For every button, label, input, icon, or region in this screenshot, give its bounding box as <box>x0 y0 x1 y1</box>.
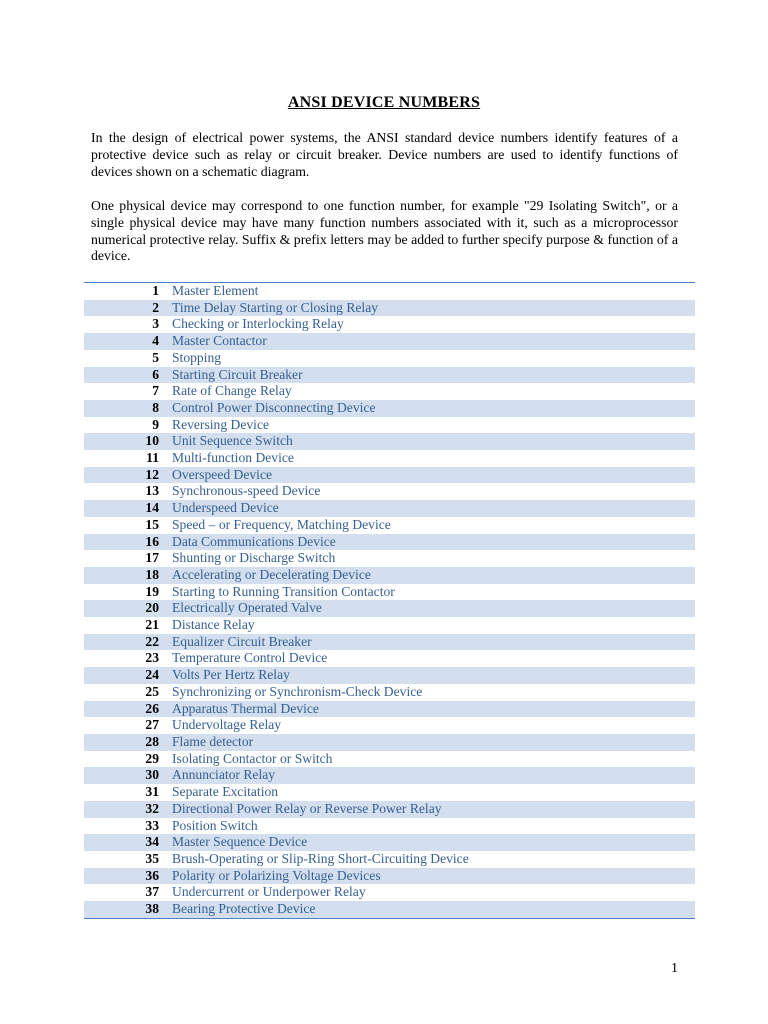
device-function: Bearing Protective Device <box>172 901 695 918</box>
table-row <box>84 350 695 367</box>
table-row <box>84 767 695 784</box>
table-row <box>84 433 695 450</box>
device-function: Apparatus Thermal Device <box>172 701 695 718</box>
device-number: 19 <box>145 583 159 599</box>
table-row <box>84 567 695 584</box>
table-row <box>84 684 695 701</box>
table-row <box>84 884 695 901</box>
table-row <box>84 500 695 517</box>
device-number: 4 <box>84 333 172 350</box>
device-function: Master Contactor <box>172 333 695 350</box>
device-function: Shunting or Discharge Switch <box>172 550 336 566</box>
table-row <box>84 316 695 333</box>
table-row <box>84 550 695 567</box>
device-number: 20 <box>84 600 172 617</box>
device-function: Directional Power Relay or Reverse Power Relay <box>172 801 695 818</box>
table-row <box>84 333 695 350</box>
device-function: Stopping <box>172 349 222 365</box>
device-number: 31 <box>145 784 159 800</box>
device-function: Control Power Disconnecting Device <box>172 400 695 417</box>
table-row <box>84 667 695 684</box>
device-number: 37 <box>145 884 159 900</box>
device-function: Synchronous-speed Device <box>172 483 321 499</box>
table-row <box>84 868 695 885</box>
device-function: Annunciator Relay <box>172 767 695 784</box>
device-number: 3 <box>152 316 159 332</box>
page-number: 1 <box>671 961 678 976</box>
device-function: Equalizer Circuit Breaker <box>172 634 695 651</box>
device-number: 14 <box>84 500 172 517</box>
device-number: 34 <box>84 834 172 851</box>
device-function: Unit Sequence Switch <box>172 433 695 450</box>
table-row <box>84 650 695 667</box>
intro-paragraph: In the design of electrical power systems, the ANSI standard device numbers identify features of a protective device such as relay or circuit breaker. Device numbers are used to identify functions of devices shown on a schematic diagram. <box>91 130 678 179</box>
table-row <box>84 801 695 818</box>
device-function: Temperature Control Device <box>172 650 328 666</box>
device-number: 18 <box>84 567 172 584</box>
device-number: 28 <box>84 734 172 751</box>
device-number: 38 <box>84 901 172 918</box>
device-number: 17 <box>145 550 159 566</box>
table-row <box>84 400 695 417</box>
device-number: 23 <box>145 650 159 666</box>
table-row <box>84 450 695 467</box>
table-row <box>84 383 695 400</box>
device-function: Flame detector <box>172 734 695 751</box>
device-function: Starting Circuit Breaker <box>172 367 695 384</box>
device-function: Time Delay Starting or Closing Relay <box>172 300 695 317</box>
device-function: Rate of Change Relay <box>172 383 292 399</box>
table-row <box>84 283 695 300</box>
device-function: Undervoltage Relay <box>172 717 282 733</box>
device-number: 21 <box>145 617 159 633</box>
device-function: Brush-Operating or Slip-Ring Short-Circuiting Device <box>172 850 469 866</box>
device-paragraph: One physical device may correspond to one function number, for example "29 Isolating Switch", or a single physical device may have many function numbers associated with it, such as a microprocessor numerical protective relay. Suffix & prefix letters may be added to further specify purpose & function of a device. <box>91 198 678 264</box>
device-number: 29 <box>145 750 159 766</box>
table-row <box>84 834 695 851</box>
device-number: 9 <box>152 416 159 432</box>
device-number: 26 <box>84 701 172 718</box>
device-function: Distance Relay <box>172 617 255 633</box>
device-function: Accelerating or Decelerating Device <box>172 567 695 584</box>
device-table-body <box>84 283 695 919</box>
device-function: Underspeed Device <box>172 500 695 517</box>
table-row <box>84 751 695 768</box>
device-numbers-table <box>84 282 695 919</box>
table-row <box>84 483 695 500</box>
device-function: Reversing Device <box>172 416 270 432</box>
device-number: 16 <box>84 534 172 551</box>
device-number: 30 <box>84 767 172 784</box>
table-row <box>84 634 695 651</box>
device-number: 11 <box>146 450 159 466</box>
device-function: Synchronizing or Synchronism-Check Device <box>172 683 423 699</box>
table-row <box>84 517 695 534</box>
device-number: 25 <box>145 683 159 699</box>
table-row <box>84 617 695 634</box>
table-row <box>84 584 695 601</box>
device-function: Multi-function Device <box>172 450 294 466</box>
table-row <box>84 417 695 434</box>
device-function: Master Sequence Device <box>172 834 695 851</box>
document-title: ANSI DEVICE NUMBERS <box>287 94 481 111</box>
table-row <box>84 901 695 918</box>
device-function: Data Communications Device <box>172 534 695 551</box>
device-number: 15 <box>145 516 159 532</box>
device-number: 36 <box>84 868 172 885</box>
device-function: Polarity or Polarizing Voltage Devices <box>172 868 695 885</box>
table-row <box>84 717 695 734</box>
device-function: Position Switch <box>172 817 258 833</box>
table-row <box>84 784 695 801</box>
device-number: 1 <box>152 283 159 298</box>
table-row <box>84 467 695 484</box>
device-number: 27 <box>145 717 159 733</box>
table-row <box>84 367 695 384</box>
table-row <box>84 600 695 617</box>
device-function: Overspeed Device <box>172 467 695 484</box>
device-number: 8 <box>84 400 172 417</box>
device-function: Checking or Interlocking Relay <box>172 316 344 332</box>
device-number: 13 <box>145 483 159 499</box>
device-number: 22 <box>84 634 172 651</box>
table-row <box>84 851 695 868</box>
device-function: Undercurrent or Underpower Relay <box>172 884 366 900</box>
device-function: Separate Excitation <box>172 784 279 800</box>
device-number: 24 <box>84 667 172 684</box>
device-function: Starting to Running Transition Contactor <box>172 583 395 599</box>
device-number: 7 <box>152 383 159 399</box>
device-number: 33 <box>145 817 159 833</box>
device-number: 10 <box>84 433 172 450</box>
table-row <box>84 734 695 751</box>
device-number: 2 <box>84 300 172 317</box>
device-number: 6 <box>84 367 172 384</box>
device-function: Electrically Operated Valve <box>172 600 695 617</box>
device-number: 5 <box>152 349 159 365</box>
device-function: Master Element <box>172 283 259 298</box>
table-row <box>84 534 695 551</box>
table-row <box>84 300 695 317</box>
device-number: 32 <box>84 801 172 818</box>
device-function: Speed – or Frequency, Matching Device <box>172 516 391 532</box>
device-number: 35 <box>145 850 159 866</box>
device-number: 12 <box>84 467 172 484</box>
device-function: Isolating Contactor or Switch <box>172 750 333 766</box>
table-row <box>84 818 695 835</box>
table-row <box>84 701 695 718</box>
device-function: Volts Per Hertz Relay <box>172 667 695 684</box>
